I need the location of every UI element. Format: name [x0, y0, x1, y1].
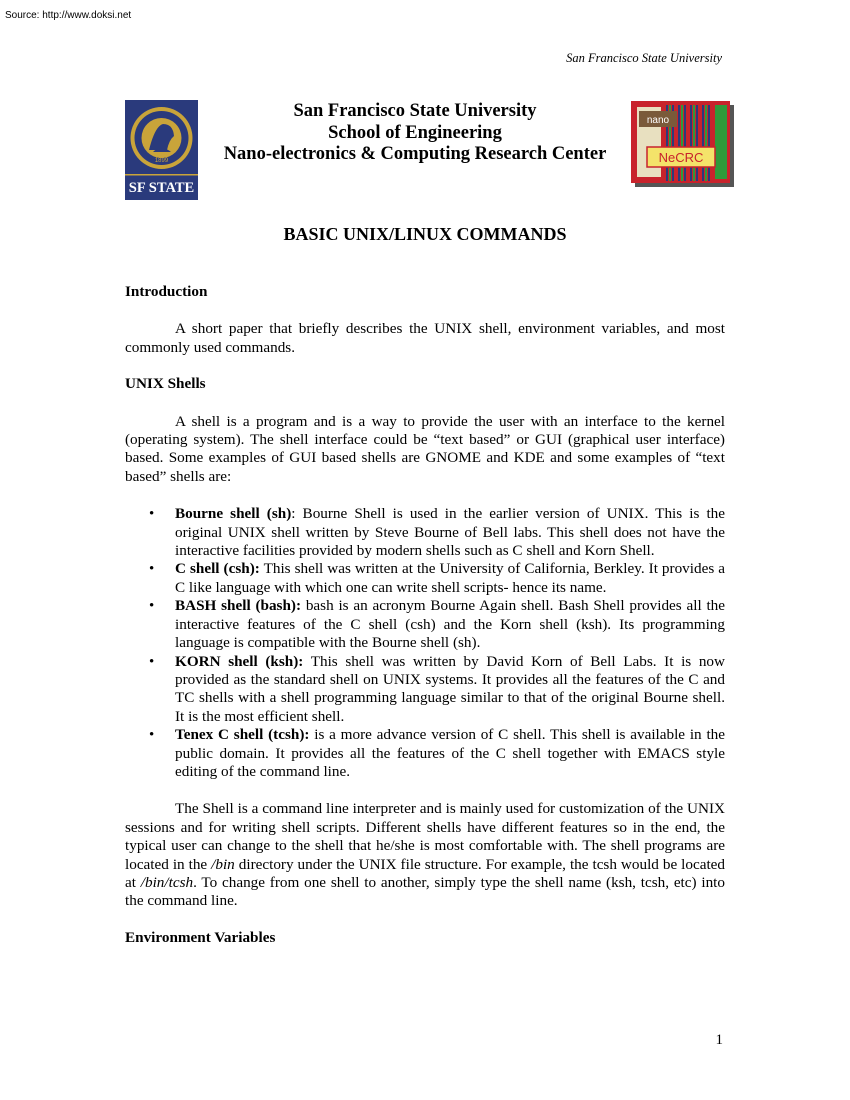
shells-paragraph: A shell is a program and is a way to provide the user with an interface to the kernel (operating system). The shell interface could be “text based” or GUI (graphical user interface) based. Some examples of GUI based shells are GNOME and KDE and some examples of “text based” shells are:: [125, 412, 725, 485]
shell-desc: This shell was written by David Korn of Bell Labs. It is now provided as the standard shell on UNIX systems. It provides all the features of the C and TC shells with a shell programming language similar to that of the original Bourne shell. It is the most efficient shell.: [175, 652, 725, 725]
shell-desc: This shell was written at the University of California, Berkley. It provides a C like language with which one can write shell scripts- hence its name.: [175, 560, 725, 596]
heading-unix-shells: UNIX Shells: [125, 375, 206, 393]
list-item: [175, 560, 725, 597]
necrc-logo: [631, 101, 734, 187]
shell-desc: is a more advance version of C shell. This shell is available in the public domain. It provides all the features of the C shell together with EMACS style editing of the command line.: [175, 726, 725, 780]
page-number: 1: [715, 1032, 723, 1048]
heading-introduction: Introduction: [125, 283, 208, 300]
bin-path: /bin: [211, 855, 235, 873]
document-title: BASIC UNIX/LINUX COMMANDS: [283, 224, 567, 244]
header-center: Nano-electronics & Computing Research Center: [223, 144, 607, 164]
seal-year: 1899: [154, 158, 169, 164]
list-item: [175, 653, 725, 727]
nano-label: nano: [646, 115, 670, 126]
sf-state-wordmark: SF STATE: [128, 180, 195, 196]
source-note: Source: http://www.doksi.net: [5, 10, 132, 21]
heading-environment-variables: Environment Variables: [125, 928, 276, 946]
shell-desc: : Bourne Shell is used in the earlier version of UNIX. This is the original UNIX shell written by Steve Bourne of Bell labs. This shell does not have the interactive facilities provided by modern shells such as C shell and Korn Shell.: [175, 505, 726, 560]
para-text: . To change from one shell to another, simply type the shell name (ksh, tcsh, etc) into the command line.: [125, 873, 725, 910]
header-university: San Francisco State University: [293, 101, 537, 121]
list-item: [175, 505, 725, 560]
para-text: directory under the UNIX file structure. For example, the tcsh would be located at: [125, 855, 726, 891]
header-school: School of Engineering: [328, 122, 502, 143]
shell-usage-paragraph: [125, 800, 725, 910]
institution-header: [205, 101, 625, 166]
shell-list: [125, 505, 725, 781]
sf-state-logo: [125, 100, 198, 200]
document-body: [125, 283, 725, 947]
shell-term: KORN shell (ksh):: [175, 652, 304, 670]
intro-paragraph: A short paper that briefly describes the UNIX shell, environment variables, and most commonly used commands.: [125, 320, 725, 356]
shell-term: Tenex C shell (tcsh):: [175, 726, 310, 744]
shell-desc: bash is an acronym Bourne Again shell. Bash Shell provides all the interactive features of the C shell (csh) and the Korn shell (ksh). Its programming language is compatible with the Bourne shell (sh).: [175, 597, 726, 652]
para-text: The Shell is a command line interpreter and is mainly used for customization of the UNIX sessions and for writing shell scripts. Different shells have different features so in the end, the typical user can change to the shell that he/she is most comfortable with. The shell programs are located in the: [125, 800, 725, 873]
running-head: San Francisco State University: [566, 51, 722, 65]
list-item: [175, 597, 725, 652]
shell-term: Bourne shell (sh): [175, 505, 292, 523]
list-item: [175, 726, 725, 781]
shell-term: C shell (csh):: [175, 560, 260, 578]
tcsh-path: /bin/tcsh: [140, 873, 194, 891]
shell-term: BASH shell (bash):: [175, 597, 302, 615]
necrc-wordmark: NeCRC: [658, 150, 704, 165]
